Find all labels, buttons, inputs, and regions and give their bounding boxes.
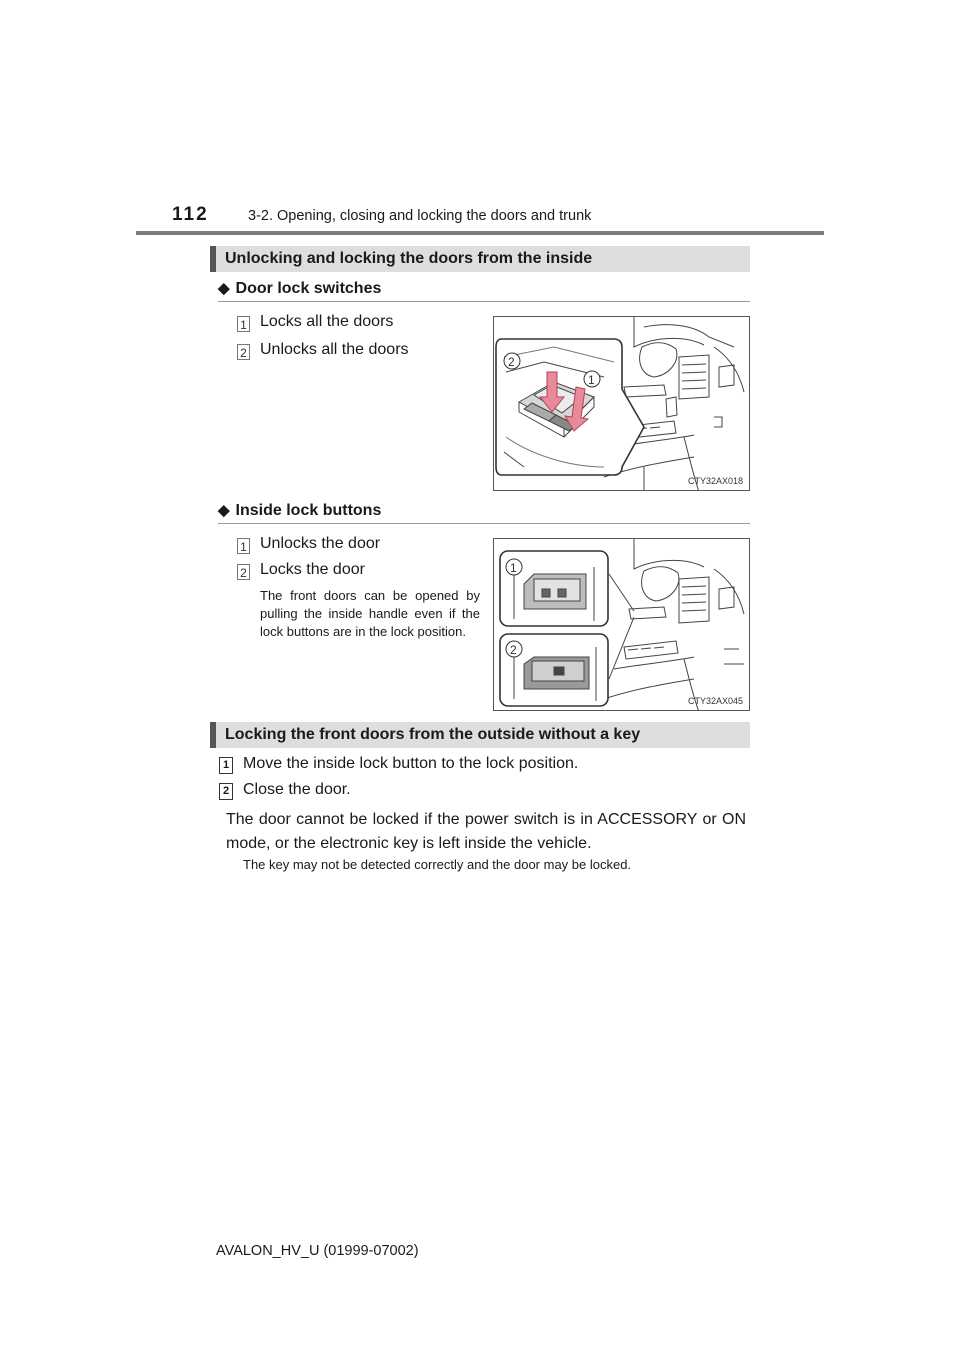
- subheading-rule: [218, 301, 750, 302]
- svg-text:2: 2: [508, 355, 515, 369]
- section-title: Unlocking and locking the doors from the inside: [225, 250, 593, 267]
- section-title-bar: [210, 722, 750, 748]
- subheading-rule: [218, 523, 750, 524]
- door-lock-switch-illustration: [493, 316, 750, 491]
- step-number-badge: 2: [219, 783, 233, 800]
- number-badge: 1: [237, 538, 250, 554]
- header-rule: [136, 231, 824, 235]
- svg-text:2: 2: [510, 643, 517, 657]
- inside-lock-button-illustration: [493, 538, 750, 711]
- inside-lock-button-drawing: [494, 539, 750, 711]
- page-number: 112: [172, 204, 209, 225]
- footer-code: AVALON_HV_U (01999-07002): [216, 1243, 419, 1259]
- section-title-bar: [210, 246, 750, 272]
- figure-code: CTY32AX045: [687, 696, 743, 706]
- subheading-inside-lock-buttons: ◆ Inside lock buttons: [218, 502, 382, 519]
- door-lock-switch-drawing: [494, 317, 750, 491]
- body-paragraph: The door cannot be locked if the power switch is in ACCESSORY or ON mode, or the electronic key is left inside the vehicle.: [226, 811, 746, 852]
- step-text: Move the inside lock button to the lock position.: [243, 755, 579, 772]
- note-text: The front doors can be opened by pulling the inside handle even if the lock buttons are in the lock position.: [260, 588, 480, 639]
- chapter-title: 3-2. Opening, closing and locking the doors and trunk: [248, 208, 592, 224]
- number-badge: 1: [237, 316, 250, 332]
- figure-code: CTY32AX018: [687, 476, 743, 486]
- list-item: Locks the door: [260, 561, 365, 578]
- step-text: Close the door.: [243, 781, 351, 798]
- number-badge: 2: [237, 564, 250, 580]
- section-title: Locking the front doors from the outside without a key: [225, 726, 641, 743]
- list-item: Unlocks the door: [260, 535, 381, 552]
- step-number-badge: 1: [219, 757, 233, 774]
- number-badge: 2: [237, 344, 250, 360]
- diamond-bullet-icon: ◆: [218, 502, 230, 519]
- subheading-door-lock-switches: ◆ Door lock switches: [218, 280, 382, 297]
- list-item: Locks all the doors: [260, 313, 394, 330]
- diamond-bullet-icon: ◆: [218, 280, 230, 297]
- svg-text:1: 1: [588, 373, 595, 387]
- list-item: Unlocks all the doors: [260, 341, 409, 358]
- svg-text:1: 1: [510, 561, 517, 575]
- note-paragraph: The key may not be detected correctly and the door may be locked.: [243, 857, 632, 872]
